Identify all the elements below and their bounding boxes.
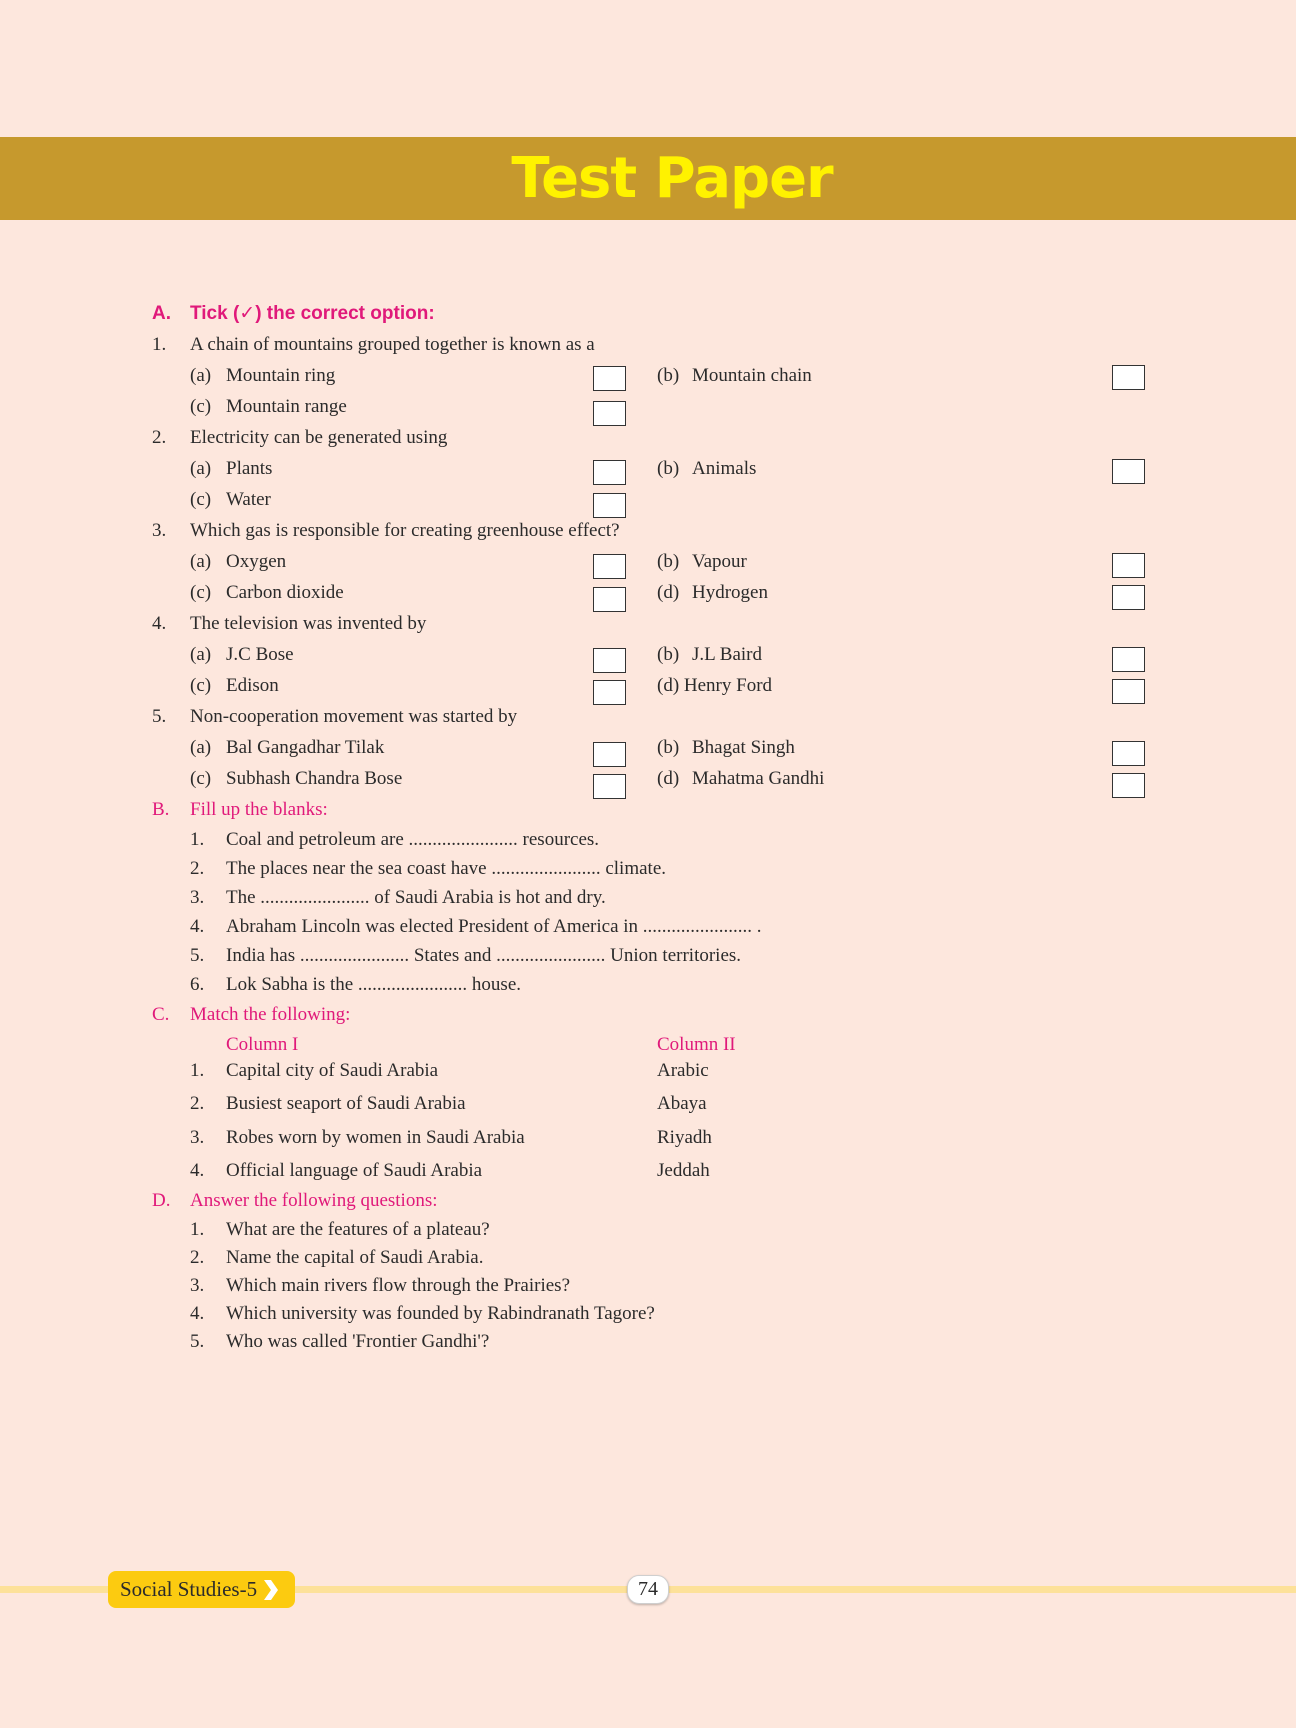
option-text: Subhash Chandra Bose (226, 768, 403, 789)
question-number: 2. (152, 427, 167, 448)
item-number: 3. (190, 1127, 205, 1148)
question-number: 5. (152, 706, 167, 727)
fill-blank-text: Lok Sabha is the ....................... house. (226, 974, 522, 995)
book-title-tab (108, 1571, 295, 1608)
option-text: J.L Baird (692, 644, 763, 665)
item-number: 4. (190, 916, 205, 937)
option-label: (d) (657, 582, 680, 603)
option-text: Mountain ring (226, 365, 336, 386)
item-number: 3. (190, 1275, 205, 1296)
item-number: 4. (190, 1160, 205, 1181)
question-text: Which gas is responsible for creating greenhouse effect? (190, 520, 620, 541)
answer-checkbox[interactable] (1112, 679, 1145, 704)
answer-checkbox[interactable] (593, 587, 626, 612)
question-text: A chain of mountains grouped together is known as a (190, 334, 595, 355)
option-text: Plants (226, 458, 273, 479)
answer-checkbox[interactable] (1112, 459, 1145, 484)
option-text: Carbon dioxide (226, 582, 344, 603)
answer-checkbox[interactable] (1112, 553, 1145, 578)
option-label: (a) (190, 458, 212, 479)
option-text: (d) Henry Ford (657, 675, 773, 696)
question-text: Which main rivers flow through the Prairies? (226, 1275, 571, 1296)
section-c-title: Match the following: (190, 1004, 351, 1025)
item-number: 6. (190, 974, 205, 995)
match-left-text: Capital city of Saudi Arabia (226, 1060, 439, 1081)
option-label: (d) (657, 768, 680, 789)
option-label: (a) (190, 644, 212, 665)
item-number: 3. (190, 887, 205, 908)
option-text: Water (226, 489, 271, 510)
fill-blank-text: Abraham Lincoln was elected President of America in ....................... . (226, 916, 762, 937)
answer-checkbox[interactable] (593, 460, 626, 485)
option-text: Mountain range (226, 396, 347, 417)
question-text: Which university was founded by Rabindranath Tagore? (226, 1303, 655, 1324)
fill-blank-text: India has ....................... States and ....................... Union territories. (226, 945, 742, 966)
section-d-letter: D. (152, 1190, 171, 1211)
question-text: What are the features of a plateau? (226, 1219, 490, 1240)
item-number: 4. (190, 1303, 205, 1324)
section-d-title: Answer the following questions: (190, 1190, 438, 1211)
question-text: Non-cooperation movement was started by (190, 706, 518, 727)
column-2-header: Column II (657, 1034, 736, 1055)
section-c-letter: C. (152, 1004, 170, 1025)
section-a-letter: A. (152, 303, 171, 324)
match-left-text: Official language of Saudi Arabia (226, 1160, 483, 1181)
option-label: (a) (190, 365, 212, 386)
fill-blank-text: The places near the sea coast have ....................... climate. (226, 858, 666, 879)
option-label: (a) (190, 551, 212, 572)
match-left-text: Busiest seaport of Saudi Arabia (226, 1093, 466, 1114)
option-text: Hydrogen (692, 582, 768, 603)
option-label: (c) (190, 768, 212, 789)
item-number: 2. (190, 1247, 205, 1268)
question-number: 3. (152, 520, 167, 541)
question-text: Electricity can be generated using (190, 427, 448, 448)
answer-checkbox[interactable] (1112, 365, 1145, 390)
option-label: (c) (190, 675, 212, 696)
option-text: Vapour (692, 551, 747, 572)
item-number: 5. (190, 945, 205, 966)
option-text: Oxygen (226, 551, 287, 572)
question-number: 1. (152, 334, 167, 355)
answer-checkbox[interactable] (593, 648, 626, 673)
section-b-letter: B. (152, 799, 170, 820)
option-label: (b) (657, 644, 680, 665)
option-label: (a) (190, 737, 212, 758)
option-label: (b) (657, 458, 680, 479)
section-a-title: Tick (✓) the correct option: (190, 303, 435, 324)
match-right-text: Riyadh (657, 1127, 712, 1148)
answer-checkbox[interactable] (1112, 585, 1145, 610)
question-text: Name the capital of Saudi Arabia. (226, 1247, 484, 1268)
option-text: Animals (692, 458, 757, 479)
answer-checkbox[interactable] (1112, 647, 1145, 672)
option-text: Mahatma Gandhi (692, 768, 825, 789)
option-text: Mountain chain (692, 365, 812, 386)
option-label: (c) (190, 396, 212, 417)
option-label: (b) (657, 551, 680, 572)
option-text: J.C Bose (226, 644, 294, 665)
answer-checkbox[interactable] (593, 774, 626, 799)
option-text: Edison (226, 675, 279, 696)
item-number: 2. (190, 1093, 205, 1114)
answer-checkbox[interactable] (1112, 773, 1145, 798)
book-title: Social Studies-5 (120, 1577, 258, 1601)
answer-checkbox[interactable] (1112, 741, 1145, 766)
question-text: Who was called 'Frontier Gandhi'? (226, 1331, 490, 1352)
option-label: (b) (657, 365, 680, 386)
title-banner (0, 137, 1296, 220)
match-left-text: Robes worn by women in Saudi Arabia (226, 1127, 525, 1148)
answer-checkbox[interactable] (593, 680, 626, 705)
item-number: 1. (190, 1060, 205, 1081)
item-number: 1. (190, 829, 205, 850)
chevron-right-icon (261, 1578, 279, 1602)
page-number: 74 (627, 1575, 669, 1604)
option-text: Bhagat Singh (692, 737, 795, 758)
item-number: 1. (190, 1219, 205, 1240)
section-b-title: Fill up the blanks: (190, 799, 328, 820)
fill-blank-text: Coal and petroleum are ....................... resources. (226, 829, 600, 850)
match-right-text: Abaya (657, 1093, 707, 1114)
answer-checkbox[interactable] (593, 401, 626, 426)
question-text: The television was invented by (190, 613, 427, 634)
option-label: (b) (657, 737, 680, 758)
column-1-header: Column I (226, 1034, 299, 1055)
match-right-text: Arabic (657, 1060, 709, 1081)
item-number: 2. (190, 858, 205, 879)
answer-checkbox[interactable] (593, 742, 626, 767)
option-label: (c) (190, 489, 212, 510)
match-right-text: Jeddah (657, 1160, 710, 1181)
question-number: 4. (152, 613, 167, 634)
fill-blank-text: The ....................... of Saudi Arabia is hot and dry. (226, 887, 606, 908)
answer-checkbox[interactable] (593, 493, 626, 518)
item-number: 5. (190, 1331, 205, 1352)
answer-checkbox[interactable] (593, 366, 626, 391)
option-label: (c) (190, 582, 212, 603)
option-text: Bal Gangadhar Tilak (226, 737, 385, 758)
answer-checkbox[interactable] (593, 554, 626, 579)
page-title: Test Paper (511, 146, 833, 211)
